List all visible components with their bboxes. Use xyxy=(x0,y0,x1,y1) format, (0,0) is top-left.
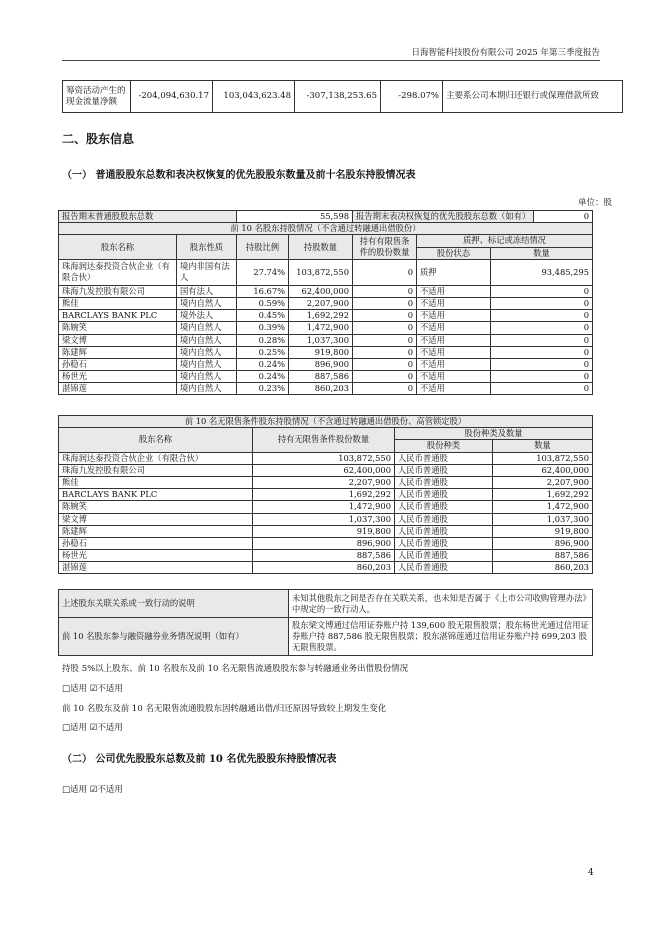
cell-name: BARCLAYS BANK PLC xyxy=(59,310,177,322)
cell-restricted: 0 xyxy=(353,383,417,395)
cashflow-ratio: -298.07% xyxy=(381,81,443,113)
cashflow-label: 筹资活动产生的现金流量净额 xyxy=(63,81,131,113)
cell-restricted: 0 xyxy=(353,322,417,334)
col-ratio: 持股比例 xyxy=(237,235,289,259)
cell-name: 梁文博 xyxy=(59,334,177,346)
table-row xyxy=(59,322,593,334)
cell-restricted: 0 xyxy=(353,346,417,358)
cell-count: 896,900 xyxy=(493,537,593,549)
cell-pqty: 0 xyxy=(491,383,593,395)
cell-ratio: 0.25% xyxy=(237,346,289,358)
table-row xyxy=(59,525,593,537)
cell-pqty: 93,485,295 xyxy=(491,259,593,285)
cell-name: 珠海九发控股有限公司 xyxy=(59,285,177,297)
table-row xyxy=(59,550,593,562)
cell-ratio: 0.24% xyxy=(237,371,289,383)
cell-type: 人民币普通股 xyxy=(395,501,493,513)
cell-status: 不适用 xyxy=(417,371,491,383)
cell-status: 不适用 xyxy=(417,297,491,309)
cell-qty: 860,203 xyxy=(289,383,353,395)
cell-status: 不适用 xyxy=(417,383,491,395)
cell-pqty: 0 xyxy=(491,358,593,370)
cell-type: 人民币普通股 xyxy=(395,489,493,501)
subsection-title-1: （一） 普通股股东总数和表决权恢复的优先股股东数量及前十名股东持股情况表 xyxy=(62,170,416,181)
cell-type: 人民币普通股 xyxy=(395,476,493,488)
cell-qty: 887,586 xyxy=(289,371,353,383)
cell-name: 孙稳石 xyxy=(59,537,253,549)
page-header: 日海智能科技股份有限公司 2025 年第三季度报告 xyxy=(411,48,600,58)
cell-name: 陈建辉 xyxy=(59,525,253,537)
cell-ratio: 0.23% xyxy=(237,383,289,395)
cell-nature: 国有法人 xyxy=(177,285,237,297)
table-row xyxy=(59,513,593,525)
cell-qty: 2,207,900 xyxy=(289,297,353,309)
para-lending: 持股 5%以上股东、前 10 名股东及前 10 名无限售流通股股东参与转融通业务出借股份情况 xyxy=(62,664,409,674)
table-row xyxy=(59,259,593,285)
cell-name: 熊佳 xyxy=(59,297,177,309)
cell-status: 不适用 xyxy=(417,334,491,346)
col-nature: 股东性质 xyxy=(177,235,237,259)
col-type: 股份种类 xyxy=(395,440,493,452)
cell-nature: 境内非国有法人 xyxy=(177,259,237,285)
cell-pqty: 0 xyxy=(491,334,593,346)
cell-restricted: 0 xyxy=(353,358,417,370)
cell-qty: 1,692,292 xyxy=(289,310,353,322)
related-text: 未知其他股东之间是否存在关联关系，也未知是否属于《上市公司收购管理办法》中规定的一致行动人。 xyxy=(289,590,593,618)
cell-count: 887,586 xyxy=(493,550,593,562)
table-row xyxy=(59,464,593,476)
table-row xyxy=(59,452,593,464)
cashflow-prior: 103,043,623.48 xyxy=(213,81,295,113)
cell-nature: 境内自然人 xyxy=(177,297,237,309)
unrestricted-caption: 前 10 名无限售条件股东持股情况（不含通过转融通出借股份、高管锁定股） xyxy=(59,416,593,428)
cell-qty: 919,800 xyxy=(289,346,353,358)
cell-nature: 境内自然人 xyxy=(177,371,237,383)
cell-ratio: 0.45% xyxy=(237,310,289,322)
cell-pqty: 0 xyxy=(491,297,593,309)
cell-qty: 919,800 xyxy=(253,525,395,537)
table-row xyxy=(59,489,593,501)
cell-qty: 896,900 xyxy=(253,537,395,549)
cell-nature: 境内自然人 xyxy=(177,358,237,370)
cell-type: 人民币普通股 xyxy=(395,550,493,562)
margin-label: 前 10 名股东参与融资融券业务情况说明（如有） xyxy=(59,618,289,656)
cell-restricted: 0 xyxy=(353,310,417,322)
table-row xyxy=(59,285,593,297)
cell-restricted: 0 xyxy=(353,285,417,297)
cell-type: 人民币普通股 xyxy=(395,464,493,476)
cell-ratio: 0.59% xyxy=(237,297,289,309)
top10-caption: 前 10 名股东持股情况（不含通过转融通出借股份） xyxy=(59,223,593,235)
table-row xyxy=(59,334,593,346)
cell-type: 人民币普通股 xyxy=(395,562,493,574)
table-row xyxy=(59,297,593,309)
cell-name: 杨世光 xyxy=(59,550,253,562)
cell-restricted: 0 xyxy=(353,334,417,346)
col-name: 股东名称 xyxy=(59,428,253,452)
cell-name: 孙稳石 xyxy=(59,358,177,370)
cell-ratio: 0.24% xyxy=(237,358,289,370)
cell-name: 杨世光 xyxy=(59,371,177,383)
cell-ratio: 27.74% xyxy=(237,259,289,285)
table-row xyxy=(59,358,593,370)
cell-name: 珠海润达泰投资合伙企业（有限合伙） xyxy=(59,259,177,285)
table-row xyxy=(59,537,593,549)
table-row xyxy=(59,501,593,513)
table-row xyxy=(59,476,593,488)
cell-qty: 1,472,900 xyxy=(253,501,395,513)
cell-name: 珠海润达泰投资合伙企业（有限合伙） xyxy=(59,452,253,464)
cell-type: 人民币普通股 xyxy=(395,513,493,525)
cell-status: 不适用 xyxy=(417,358,491,370)
cell-count: 62,400,000 xyxy=(493,464,593,476)
cell-restricted: 0 xyxy=(353,371,417,383)
cell-pqty: 0 xyxy=(491,346,593,358)
cell-pqty: 0 xyxy=(491,322,593,334)
para-change: 前 10 名股东及前 10 名无限售流通股股东因转融通出借/归还原因导致较上期发生变化 xyxy=(62,704,387,714)
cell-nature: 境内自然人 xyxy=(177,322,237,334)
cell-ratio: 16.67% xyxy=(237,285,289,297)
table-row xyxy=(59,562,593,574)
summary-total-value: 55,598 xyxy=(237,211,353,223)
summary-total-label: 报告期末普通股股东总数 xyxy=(59,211,237,223)
cell-name: 珠海九发控股有限公司 xyxy=(59,464,253,476)
cell-type: 人民币普通股 xyxy=(395,452,493,464)
cell-qty: 1,692,292 xyxy=(253,489,395,501)
subsection-title-2: （二） 公司优先股股东总数及前 10 名优先股股东持股情况表 xyxy=(62,754,337,765)
cell-qty: 62,400,000 xyxy=(289,285,353,297)
col-pledge-group: 质押、标记或冻结情况 xyxy=(417,235,593,247)
col-restricted: 持有有限售条件的股份数量 xyxy=(353,235,417,259)
para-lending-option: □适用 ☑不适用 xyxy=(62,684,123,694)
header-row xyxy=(59,428,593,440)
cell-count: 2,207,900 xyxy=(493,476,593,488)
table-row xyxy=(59,346,593,358)
unrestricted-shareholders-table xyxy=(58,415,593,574)
cell-status: 不适用 xyxy=(417,310,491,322)
cell-name: 陈建辉 xyxy=(59,346,177,358)
cell-pqty: 0 xyxy=(491,371,593,383)
cell-qty: 1,472,900 xyxy=(289,322,353,334)
col-pledge-status: 股份状态 xyxy=(417,247,491,259)
cell-qty: 62,400,000 xyxy=(253,464,395,476)
table-row xyxy=(59,618,593,656)
cell-restricted: 0 xyxy=(353,259,417,285)
para-change-option: □适用 ☑不适用 xyxy=(62,723,123,733)
cell-count: 1,037,300 xyxy=(493,513,593,525)
header-row xyxy=(59,235,593,247)
cell-name: 梁文博 xyxy=(59,513,253,525)
cell-type: 人民币普通股 xyxy=(395,537,493,549)
sub2-option: □适用 ☑不适用 xyxy=(62,785,123,795)
cell-qty: 103,872,550 xyxy=(253,452,395,464)
top10-shareholders-table xyxy=(58,210,593,395)
cell-count: 919,800 xyxy=(493,525,593,537)
cell-pqty: 0 xyxy=(491,310,593,322)
cell-qty: 887,586 xyxy=(253,550,395,562)
cell-status: 质押 xyxy=(417,259,491,285)
cell-qty: 896,900 xyxy=(289,358,353,370)
cell-qty: 860,203 xyxy=(253,562,395,574)
cell-pqty: 0 xyxy=(491,285,593,297)
unit-label: 单位：股 xyxy=(577,198,612,208)
col-unrestricted-qty: 持有无限售条件股份数量 xyxy=(253,428,395,452)
cashflow-change: -307,138,253.65 xyxy=(295,81,381,113)
related-label: 上述股东关联关系或一致行动的说明 xyxy=(59,590,289,618)
cell-count: 1,692,292 xyxy=(493,489,593,501)
cell-ratio: 0.39% xyxy=(237,322,289,334)
cell-qty: 1,037,300 xyxy=(253,513,395,525)
header-divider xyxy=(62,60,600,61)
cell-name: 熊佳 xyxy=(59,476,253,488)
cell-type: 人民币普通股 xyxy=(395,525,493,537)
cashflow-reason: 主要系公司本期归还银行或保理借款所致 xyxy=(443,81,623,113)
section-title: 二、股东信息 xyxy=(62,132,135,146)
cell-count: 1,472,900 xyxy=(493,501,593,513)
summary-pref-label: 报告期末表决权恢复的优先股股东总数（如有） xyxy=(356,211,531,222)
col-pledge-qty: 数量 xyxy=(491,247,593,259)
col-count: 数量 xyxy=(493,440,593,452)
cell-nature: 境内自然人 xyxy=(177,346,237,358)
summary-pref-value: 0 xyxy=(533,211,592,222)
table-row xyxy=(59,310,593,322)
cell-name: BARCLAYS BANK PLC xyxy=(59,489,253,501)
cashflow-current: -204,094,630.17 xyxy=(131,81,213,113)
table-row xyxy=(59,371,593,383)
page-number: 4 xyxy=(588,868,594,878)
cell-nature: 境外法人 xyxy=(177,310,237,322)
table-row xyxy=(59,590,593,618)
cell-nature: 境内自然人 xyxy=(177,383,237,395)
summary-row xyxy=(59,211,593,223)
cell-name: 陈婉笑 xyxy=(59,322,177,334)
cell-name: 陈婉笑 xyxy=(59,501,253,513)
col-qty: 持股数量 xyxy=(289,235,353,259)
notes-table xyxy=(58,589,593,656)
cell-qty: 1,037,300 xyxy=(289,334,353,346)
cell-name: 湛锦莲 xyxy=(59,562,253,574)
cell-name: 湛锦莲 xyxy=(59,383,177,395)
cell-status: 不适用 xyxy=(417,346,491,358)
cell-nature: 境内自然人 xyxy=(177,334,237,346)
margin-text: 股东梁文博通过信用证券账户持 139,600 股无限售股票；股东杨世光通过信用证券账户持 887,586 股无限售股票；股东湛锦莲通过信用证券账户持 699,203 股无限售股票。 xyxy=(289,618,593,656)
cell-count: 103,872,550 xyxy=(493,452,593,464)
cell-qty: 2,207,900 xyxy=(253,476,395,488)
cell-ratio: 0.28% xyxy=(237,334,289,346)
cell-status: 不适用 xyxy=(417,322,491,334)
cell-restricted: 0 xyxy=(353,297,417,309)
cell-status: 不适用 xyxy=(417,285,491,297)
table-row xyxy=(63,81,623,113)
table-row xyxy=(59,383,593,395)
col-type-group: 股份种类及数量 xyxy=(395,428,593,440)
cell-count: 860,203 xyxy=(493,562,593,574)
col-name: 股东名称 xyxy=(59,235,177,259)
cashflow-table xyxy=(62,80,623,113)
cell-qty: 103,872,550 xyxy=(289,259,353,285)
